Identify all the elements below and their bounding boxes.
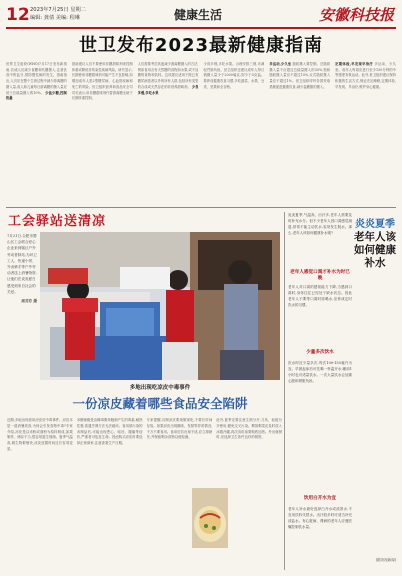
article1-subhead: 定期体检,早发现早治疗 [335,62,374,66]
editor-credit: 编辑: 龚倩 美编: 程琳 [30,15,80,21]
article3-body: 老年人补水最好选择白开水或淡茶水,不宜用饮料代替水。出汗较多时可适当补充淡盐水。有心脏病、肾病的老年人应遵医嘱控制饮水量。 [288,507,352,529]
article3 [288,212,396,576]
article1-text: 多运动、少久坐。成年人每周应进行至少150分钟的中等强度有氧运动。此外,世卫组织建议保持积极的生活方式,保证充足睡眠,定期体检,早发现、早治疗,维护身心健康。 [335,62,396,89]
article3-headline: 老年人该如何健康补水 [354,231,396,269]
page-header [6,5,396,27]
article1-text: 指南建议人们不要使用非糖甜味剂来控制体重或降低非传染性疾病风险。研究显示,长期使用非糖甜味剂可能产生不良影响,如增加成年人患2型糖尿病、心血管疾病和死亡的风险。世卫组织营养和食品安全司司长表示,用非糖甜味剂代替游离糖无助于长期体重控制。 [71,62,133,101]
article3-body: 饮水时应少量多次,每次100-150毫升为宜。早晨起床后可先喝一杯温开水,睡前1小时也可适量饮水。一次大量饮水会加重心脏和肾脏负担。 [288,361,352,383]
article2-column [7,418,73,570]
article1-column [72,62,133,202]
article1-text: 世界卫生组织(WHO)7月17日发布新指南,告诫人们减少食糖和代糖摄入,注意饮食中的盐分,预防慢性病的发生。指南指出,人们应在整个生命过程中减少游离糖的摄入量,成人和儿童每日游离糖的摄入量应低于总能量摄入的10%。 [6,62,67,95]
article2-text: 此外,夏季还要注意生熟分开,刀具、砧板分开使用,避免交叉污染。剩饭剩菜应及时放入冰箱冷藏,再次食用前要彻底加热。外出就餐时,应选择卫生条件良好的餐馆。 [216,418,282,440]
caption-text: 7月21日,合肥市蜀山区工会联合爱心企业来到辖区户外劳动者驿站,为环卫工人、快递小哥、外卖骑手等户外劳动者送上消暑物资,让他们在炎炎夏日感受到来自社会的关爱。 [7,234,37,294]
issue-date: 2023年7月25日 星期二 [30,7,86,13]
photo-caption [7,233,37,378]
article3-kicker: 炎炎夏季 [355,219,395,230]
photo-headline: 工会驿站送清凉 [8,214,107,229]
section-title: 健康生活 [174,8,223,22]
article3-subhead: 少量多次饮水 [306,350,334,355]
article2-kicker: 多地出现吃凉皮中毒事件 [129,385,191,391]
article3-subhead: 饮用白开水为宜 [303,496,337,501]
news-photo [40,232,280,380]
article1-column [138,62,199,202]
article1-body [6,62,396,202]
article1-text: 脂肪摄入要控制。总脂肪摄入量不应超过总能量摄入的30%,饱和脂肪摄入量应不超过10%,反式脂肪摄入量应不超过1%。世卫组织呼吁各国采取措施促进健康饮食,减少盐糖脂的摄入。 [269,62,331,89]
article1-subhead: 少食多餐,多吃水果 [137,84,199,95]
article3-body: 老年人对口渴的感知能力下降,当感到口渴时,身体往往已经处于缺水状态。因此老年人不要等口渴时再喝水,应养成定时饮水的习惯。 [288,285,352,307]
section-divider [6,207,396,208]
article2-body [7,418,282,570]
header-rule [6,27,396,29]
article1-subhead: 少盐少糖,控制热量 [6,90,67,101]
article1-headline: 世卫发布2023最新健康指南 [78,35,324,56]
article1-column [269,62,330,202]
article2-text: 近期,多地出现食用凉皮后中毒事件。凉皮本是一道消暑美食,为何会引发食物中毒?专家介绍,凉皮是以米粉或面粉为原料制成,如果制作、储存不当,很容易滋生细菌。夏季气温高,微生物繁殖快,凉皮放置时间过长容易变质。 [7,418,73,451]
article1-text: 少食多餐,多吃水果。合理安排三餐,可减轻胃肠负担。世卫组织还建议成年人每日钠摄入量少于2000毫克,即少于5克盐。要养成健康饮食习惯,多吃蔬菜、水果、豆类、坚果和全谷物。 [203,62,265,89]
article3-subhead: 老年人感觉口渴才补水为时已晚 [290,270,350,281]
article3-intro: 炎炎夏季,气温高、出汗多,老年人需要及时补充水分。但不少老年人因口渴感觉减退,常常不能主动饮水,容易发生脱水。那么,老年人该如何健康补水呢? [288,213,352,235]
article2-text: 米酵菌酸是由椰毒假单胞菌产生的毒素,耐热性强,普通烹调方法无法破坏。食用被污染的米制品后,可能出现恶心、呕吐、腹痛等症状,严重者可危及生命。因此购买凉皮时要选择正规商家,注意查看生产日期。 [76,418,143,446]
column-divider [284,212,285,570]
article2-headline: 一份凉皮藏着哪些食品安全陷阱 [72,396,248,411]
article1-text: 人们需要考虑其他减少游离糖摄入的方法,例如食用含有天然糖的食物如水果,或不加糖的食物和饮料。这项建议适用于除已有糖尿病患者以外的所有人群,包括所有类型的合成或天然存在的非营养甜味剂。 [137,62,199,89]
article1-subhead: 多运动,少久坐 [269,62,292,66]
article1-column [6,62,67,202]
article3-byline: (据央视新闻) [375,558,396,562]
photographer-credit: 周芬芬 摄 [21,299,37,304]
article1-column [335,62,396,202]
article1-column [203,62,264,202]
article2-column [77,418,143,570]
food-photo [192,488,228,548]
masthead-logo: 安徽科技报 [318,6,394,24]
article3-title-block [354,218,396,270]
page-number: 12 [6,5,30,25]
article2-text: 专家提醒,自制凉皮要现做现吃,不要长时间存放。如果凉皮出现酸味、发黏等异常情况,千万不要食用。食用后若出现不适,应立即就医,并保留剩余食物以便检测。 [146,418,213,440]
